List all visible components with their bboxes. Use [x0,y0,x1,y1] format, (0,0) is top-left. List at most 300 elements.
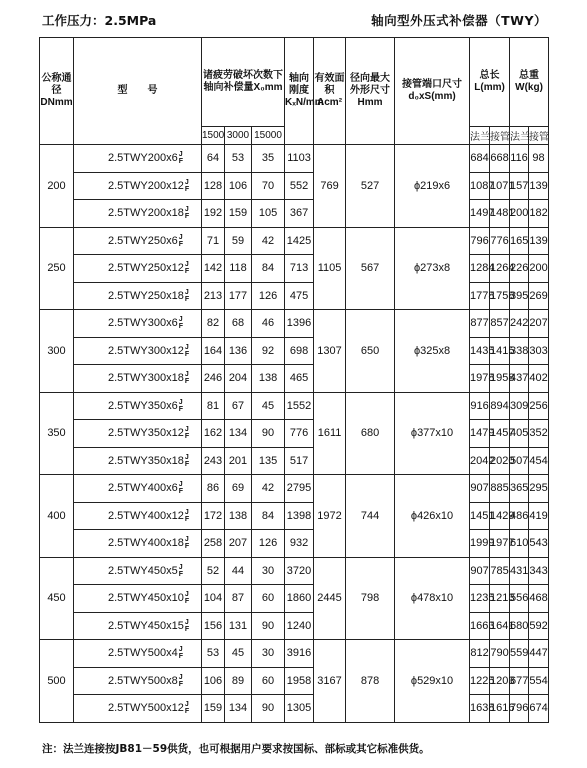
frac-top: J [184,343,189,351]
connection-type-fraction [185,289,189,303]
weight-flange-cell: 165 [510,227,529,255]
frac-bottom: F [184,213,190,221]
table-row [40,475,549,503]
fatigue-1500-cell: 246 [202,365,225,393]
fatigue-1500-cell: 52 [202,557,225,585]
length-pipe-cell: 885 [490,475,510,503]
length-flange-cell: 1978 [470,365,490,393]
frac-top: J [184,371,189,379]
dn-cell: 450 [40,557,74,640]
weight-pipe-cell: 419 [529,502,549,530]
frac-top: J [184,508,189,516]
length-flange-cell: 812 [470,640,490,668]
length-pipe-cell: 1758 [490,282,510,310]
model-cell [74,255,202,283]
fatigue-3000-cell: 67 [225,392,252,420]
length-pipe-cell: 1429 [490,502,510,530]
frac-top: J [184,701,189,709]
pipe-cell: ϕ377x10 [395,392,470,475]
connection-type-fraction [185,454,189,468]
model-cell [74,365,202,393]
frac-top: J [178,673,183,681]
spec-table [39,37,549,723]
weight-pipe-cell: 592 [529,612,549,640]
length-flange-cell: 1778 [470,282,490,310]
radial-cell: 650 [346,310,395,393]
area-cell: 2445 [314,557,346,640]
length-flange-cell: 1479 [470,420,490,448]
working-pressure-label: 工作压力：2.5MPa [42,13,157,28]
frac-bottom: F [184,433,190,441]
model-text: 2.5TWY300x12 [108,344,184,357]
model-text: 2.5TWY450x15 [108,619,184,632]
sub-3000: 3000 [225,127,252,145]
model-cell [74,640,202,668]
length-pipe-cell: 2020 [490,447,510,475]
weight-pipe-cell: 454 [529,447,549,475]
col-dn-header: 公称通径DNmm [40,38,74,145]
length-pipe-cell: 1264 [490,255,510,283]
model-text: 2.5TWY200x6 [108,152,178,165]
length-pipe-cell: 894 [490,392,510,420]
fatigue-15000-cell: 84 [252,502,285,530]
fatigue-15000-cell: 42 [252,475,285,503]
weight-flange-cell: 680 [510,612,529,640]
model-text: 2.5TWY250x18 [108,289,184,302]
weight-pipe-cell: 295 [529,475,549,503]
stiffness-cell: 1552 [285,392,314,420]
col-weight-header: 总重W(kg) [510,38,549,127]
fatigue-1500-cell: 156 [202,612,225,640]
table-row [40,420,549,448]
model-text: 2.5TWY300x18 [108,372,184,385]
model-text: 2.5TWY250x12 [108,262,184,275]
stiffness-cell: 713 [285,255,314,283]
frac-bottom: F [178,240,183,248]
model-cell [74,227,202,255]
length-pipe-cell: 785 [490,557,510,585]
col-fatigue-header: 诸疲劳破坏次数下轴向补偿量X₀mm [202,38,285,127]
col-pipe-header: 接管端口尺寸d₀xS(mm) [395,38,470,145]
table-row [40,200,549,228]
connection-type-fraction [185,206,189,220]
table-row [40,667,549,695]
model-cell [74,447,202,475]
col-radial-header: 径向最大外形尺寸Hmm [346,38,395,145]
length-flange-cell: 1235 [470,585,490,613]
length-pipe-cell: 1977 [490,530,510,558]
connection-type-fraction [179,564,183,578]
weight-flange-cell: 431 [510,557,529,585]
weight-flange-cell: 242 [510,310,529,338]
fatigue-3000-cell: 134 [225,695,252,723]
connection-type-fraction [179,674,183,688]
dn-cell: 500 [40,640,74,723]
sub-length-flange: 法兰 [470,127,490,145]
fatigue-3000-cell: 118 [225,255,252,283]
fatigue-1500-cell: 164 [202,337,225,365]
stiffness-cell: 3916 [285,640,314,668]
model-text: 2.5TWY350x18 [108,454,184,467]
col-area-header: 有效面积Acm² [314,38,346,145]
weight-flange-cell: 559 [510,640,529,668]
model-cell [74,200,202,228]
stiffness-cell: 367 [285,200,314,228]
weight-pipe-cell: 352 [529,420,549,448]
connection-type-fraction [179,151,183,165]
weight-flange-cell: 437 [510,365,529,393]
fatigue-3000-cell: 134 [225,420,252,448]
fatigue-1500-cell: 64 [202,145,225,173]
connection-type-fraction [185,179,189,193]
model-text: 2.5TWY500x4 [108,647,178,660]
header-row [40,38,549,127]
model-cell [74,475,202,503]
frac-top: J [178,233,183,241]
model-text: 2.5TWY400x12 [108,509,184,522]
fatigue-3000-cell: 89 [225,667,252,695]
connection-type-fraction [185,426,189,440]
weight-flange-cell: 116 [510,145,529,173]
table-row [40,255,549,283]
table-row [40,695,549,723]
length-flange-cell: 1225 [470,667,490,695]
fatigue-1500-cell: 258 [202,530,225,558]
weight-pipe-cell: 139 [529,172,549,200]
fatigue-3000-cell: 131 [225,612,252,640]
model-cell [74,502,202,530]
col-stiffness-header: 轴向刚度KₓN/mm [285,38,314,145]
fatigue-15000-cell: 35 [252,145,285,173]
model-cell [74,310,202,338]
frac-top: J [178,563,183,571]
weight-pipe-cell: 139 [529,227,549,255]
fatigue-15000-cell: 126 [252,530,285,558]
weight-flange-cell: 610 [510,530,529,558]
fatigue-1500-cell: 159 [202,695,225,723]
length-pipe-cell: 1641 [490,612,510,640]
table-row [40,310,549,338]
model-text: 2.5TWY400x6 [108,482,178,495]
model-text: 2.5TWY500x8 [108,674,178,687]
stiffness-cell: 1240 [285,612,314,640]
frac-top: J [184,426,189,434]
stiffness-cell: 1103 [285,145,314,173]
frac-bottom: F [178,158,183,166]
area-cell: 1105 [314,227,346,310]
length-flange-cell: 1451 [470,502,490,530]
fatigue-15000-cell: 135 [252,447,285,475]
table-row [40,557,549,585]
sub-1500: 1500 [202,127,225,145]
weight-flange-cell: 200 [510,200,529,228]
stiffness-cell: 932 [285,530,314,558]
model-text: 2.5TWY200x18 [108,207,184,220]
fatigue-3000-cell: 44 [225,557,252,585]
length-flange-cell: 907 [470,475,490,503]
stiffness-cell: 1860 [285,585,314,613]
model-cell [74,145,202,173]
length-flange-cell: 1284 [470,255,490,283]
table-row [40,337,549,365]
area-cell: 1972 [314,475,346,558]
dn-cell: 350 [40,392,74,475]
fatigue-3000-cell: 177 [225,282,252,310]
weight-pipe-cell: 543 [529,530,549,558]
length-flange-cell: 1435 [470,337,490,365]
length-pipe-cell: 1415 [490,337,510,365]
model-text: 2.5TWY350x6 [108,399,178,412]
fatigue-15000-cell: 92 [252,337,285,365]
pipe-cell: ϕ426x10 [395,475,470,558]
frac-top: J [184,261,189,269]
weight-flange-cell: 395 [510,282,529,310]
fatigue-3000-cell: 45 [225,640,252,668]
table-row [40,502,549,530]
stiffness-cell: 552 [285,172,314,200]
pipe-cell: ϕ478x10 [395,557,470,640]
fatigue-3000-cell: 87 [225,585,252,613]
length-pipe-cell: 776 [490,227,510,255]
radial-cell: 744 [346,475,395,558]
length-flange-cell: 2042 [470,447,490,475]
model-cell [74,172,202,200]
fatigue-15000-cell: 70 [252,172,285,200]
frac-bottom: F [178,680,183,688]
connection-type-fraction [179,316,183,330]
fatigue-15000-cell: 90 [252,612,285,640]
weight-flange-cell: 405 [510,420,529,448]
fatigue-3000-cell: 138 [225,502,252,530]
connection-type-fraction [179,399,183,413]
table-row [40,585,549,613]
model-cell [74,585,202,613]
model-cell [74,392,202,420]
fatigue-3000-cell: 136 [225,337,252,365]
frac-top: J [178,316,183,324]
fatigue-15000-cell: 60 [252,585,285,613]
area-cell: 1307 [314,310,346,393]
frac-bottom: F [184,350,190,358]
connection-type-fraction [185,371,189,385]
fatigue-1500-cell: 81 [202,392,225,420]
table-row [40,365,549,393]
dn-cell: 300 [40,310,74,393]
frac-top: J [178,151,183,159]
table-row [40,392,549,420]
connection-type-fraction [185,536,189,550]
fatigue-15000-cell: 30 [252,557,285,585]
fatigue-15000-cell: 46 [252,310,285,338]
pipe-cell: ϕ219x6 [395,145,470,228]
fatigue-3000-cell: 207 [225,530,252,558]
length-flange-cell: 1087 [470,172,490,200]
model-cell [74,337,202,365]
model-text: 2.5TWY450x10 [108,592,184,605]
frac-bottom: F [184,625,190,633]
fatigue-15000-cell: 126 [252,282,285,310]
fatigue-3000-cell: 201 [225,447,252,475]
fatigue-3000-cell: 159 [225,200,252,228]
frac-top: J [178,481,183,489]
area-cell: 769 [314,145,346,228]
pipe-cell: ϕ273x8 [395,227,470,310]
frac-bottom: F [184,598,190,606]
fatigue-3000-cell: 68 [225,310,252,338]
fatigue-15000-cell: 138 [252,365,285,393]
connection-type-fraction [185,701,189,715]
connection-type-fraction [185,261,189,275]
table-row [40,530,549,558]
fatigue-3000-cell: 59 [225,227,252,255]
weight-pipe-cell: 182 [529,200,549,228]
weight-pipe-cell: 98 [529,145,549,173]
frac-bottom: F [178,405,183,413]
length-pipe-cell: 1213 [490,585,510,613]
weight-pipe-cell: 468 [529,585,549,613]
length-flange-cell: 877 [470,310,490,338]
frac-top: J [184,591,189,599]
length-flange-cell: 684 [470,145,490,173]
connection-type-fraction [185,619,189,633]
footnote: 注：法兰连接按JB81－59供货，也可根据用户要求按国标、部标或其它标准供货。 [42,743,430,755]
sub-15000: 15000 [252,127,285,145]
weight-pipe-cell: 200 [529,255,549,283]
table-row [40,172,549,200]
frac-top: J [184,206,189,214]
radial-cell: 527 [346,145,395,228]
length-pipe-cell: 1457 [490,420,510,448]
table-row [40,282,549,310]
col-model-header: 型 号 [74,38,202,145]
model-text: 2.5TWY500x12 [108,702,184,715]
model-text: 2.5TWY200x12 [108,179,184,192]
frac-bottom: F [184,460,190,468]
length-flange-cell: 907 [470,557,490,585]
stiffness-cell: 698 [285,337,314,365]
frac-bottom: F [178,323,183,331]
connection-type-fraction [185,509,189,523]
fatigue-15000-cell: 105 [252,200,285,228]
model-text: 2.5TWY250x6 [108,234,178,247]
weight-pipe-cell: 402 [529,365,549,393]
connection-type-fraction [185,344,189,358]
connection-type-fraction [185,591,189,605]
fatigue-1500-cell: 53 [202,640,225,668]
model-cell [74,612,202,640]
frac-bottom: F [184,268,190,276]
table-row [40,227,549,255]
pipe-cell: ϕ529x10 [395,640,470,723]
length-pipe-cell: 1481 [490,200,510,228]
table-row [40,640,549,668]
fatigue-1500-cell: 243 [202,447,225,475]
length-flange-cell: 1663 [470,612,490,640]
frac-top: J [184,178,189,186]
stiffness-cell: 1398 [285,502,314,530]
model-cell [74,420,202,448]
sub-weight-pipe: 接管 [529,127,549,145]
model-cell [74,282,202,310]
weight-flange-cell: 157 [510,172,529,200]
length-flange-cell: 1999 [470,530,490,558]
connection-type-fraction [179,234,183,248]
radial-cell: 567 [346,227,395,310]
fatigue-1500-cell: 128 [202,172,225,200]
stiffness-cell: 3720 [285,557,314,585]
fatigue-3000-cell: 106 [225,172,252,200]
length-pipe-cell: 1958 [490,365,510,393]
weight-pipe-cell: 447 [529,640,549,668]
weight-pipe-cell: 674 [529,695,549,723]
weight-pipe-cell: 343 [529,557,549,585]
weight-flange-cell: 486 [510,502,529,530]
frac-bottom: F [178,570,183,578]
weight-flange-cell: 507 [510,447,529,475]
fatigue-1500-cell: 104 [202,585,225,613]
connection-type-fraction [179,646,183,660]
dn-cell: 200 [40,145,74,228]
fatigue-1500-cell: 213 [202,282,225,310]
fatigue-15000-cell: 60 [252,667,285,695]
fatigue-1500-cell: 86 [202,475,225,503]
area-cell: 3167 [314,640,346,723]
weight-pipe-cell: 554 [529,667,549,695]
frac-bottom: F [184,708,190,716]
model-text: 2.5TWY450x5 [108,564,178,577]
weight-flange-cell: 309 [510,392,529,420]
fatigue-15000-cell: 45 [252,392,285,420]
table-title: 轴向型外压式补偿器（TWY） [371,13,547,28]
fatigue-3000-cell: 53 [225,145,252,173]
fatigue-3000-cell: 204 [225,365,252,393]
model-cell [74,530,202,558]
pipe-cell: ϕ325x8 [395,310,470,393]
model-cell [74,695,202,723]
stiffness-cell: 1396 [285,310,314,338]
frac-top: J [178,398,183,406]
stiffness-cell: 517 [285,447,314,475]
length-flange-cell: 1497 [470,200,490,228]
sub-length-pipe: 接管 [490,127,510,145]
fatigue-1500-cell: 142 [202,255,225,283]
weight-flange-cell: 226 [510,255,529,283]
fatigue-3000-cell: 69 [225,475,252,503]
radial-cell: 680 [346,392,395,475]
model-text: 2.5TWY400x18 [108,537,184,550]
length-flange-cell: 916 [470,392,490,420]
stiffness-cell: 2795 [285,475,314,503]
frac-bottom: F [184,378,190,386]
weight-pipe-cell: 269 [529,282,549,310]
table-row [40,145,549,173]
model-cell [74,557,202,585]
weight-pipe-cell: 303 [529,337,549,365]
frac-bottom: F [178,653,183,661]
model-text: 2.5TWY350x12 [108,427,184,440]
weight-flange-cell: 365 [510,475,529,503]
frac-bottom: F [184,295,190,303]
model-text: 2.5TWY300x6 [108,317,178,330]
frac-top: J [184,453,189,461]
radial-cell: 878 [346,640,395,723]
stiffness-cell: 776 [285,420,314,448]
fatigue-1500-cell: 172 [202,502,225,530]
connection-type-fraction [179,481,183,495]
frac-top: J [184,536,189,544]
fatigue-15000-cell: 90 [252,695,285,723]
length-pipe-cell: 1616 [490,695,510,723]
